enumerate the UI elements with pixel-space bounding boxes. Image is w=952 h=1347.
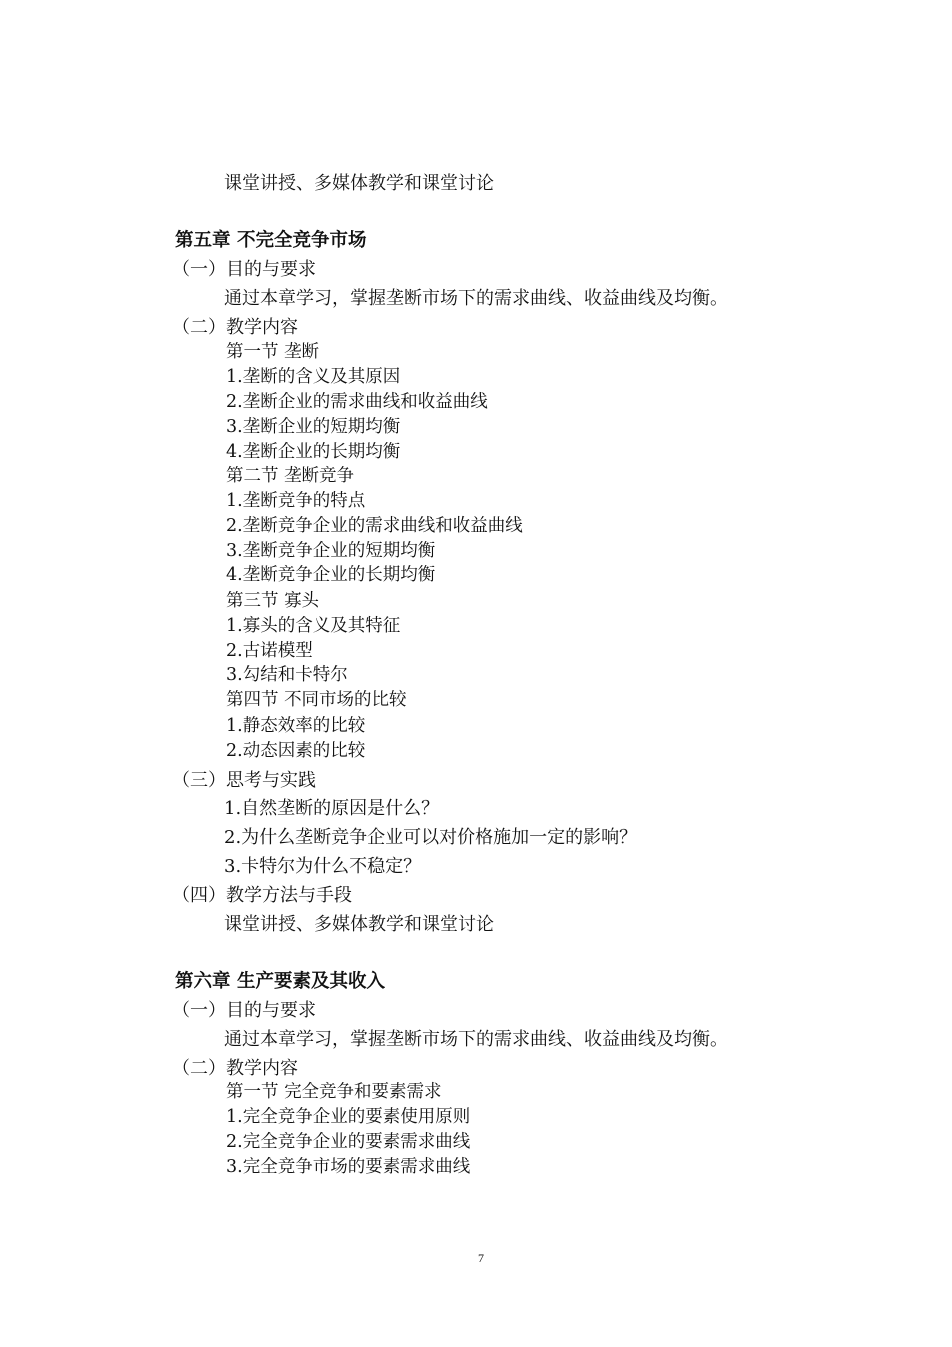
list-item: 3.完全竞争市场的要素需求曲线 (226, 1157, 471, 1177)
page-number: 7 (478, 1251, 484, 1265)
subsection-title: 第一节 完全竞争和要素需求 (226, 1082, 442, 1102)
list-item: 1.垄断竞争的特点 (226, 491, 366, 511)
chapter-title: 第五章 不完全竞争市场 (175, 230, 367, 251)
method-text: 课堂讲授、多媒体教学和课堂讨论 (224, 914, 494, 935)
list-item: 4.垄断竞争企业的长期均衡 (226, 565, 436, 585)
question-item: 3.卡特尔为什么不稳定？ (224, 856, 422, 877)
goal-text: 通过本章学习，掌握垄断市场下的需求曲线、收益曲线及均衡。 (224, 288, 728, 309)
section-heading: （二）教学内容 (172, 1058, 298, 1079)
list-item: 3.勾结和卡特尔 (226, 665, 348, 685)
section-heading: （一）目的与要求 (172, 259, 316, 280)
question-item: 1.自然垄断的原因是什么？ (224, 798, 440, 819)
subsection-title: 第四节 不同市场的比较 (226, 690, 407, 710)
subsection-title: 第三节 寡头 (226, 591, 320, 611)
list-item: 4.垄断企业的长期均衡 (226, 442, 401, 462)
method-text: 课堂讲授、多媒体教学和课堂讨论 (224, 173, 494, 194)
list-item: 2.动态因素的比较 (226, 741, 366, 761)
section-heading: （三）思考与实践 (172, 770, 316, 791)
list-item: 1.垄断的含义及其原因 (226, 367, 401, 387)
list-item: 1.寡头的含义及其特征 (226, 616, 401, 636)
list-item: 3.垄断企业的短期均衡 (226, 417, 401, 437)
list-item: 2.古诺模型 (226, 641, 313, 661)
list-item: 1.完全竞争企业的要素使用原则 (226, 1107, 471, 1127)
goal-text: 通过本章学习，掌握垄断市场下的需求曲线、收益曲线及均衡。 (224, 1029, 728, 1050)
list-item: 2.垄断企业的需求曲线和收益曲线 (226, 392, 488, 412)
subsection-title: 第一节 垄断 (226, 342, 320, 362)
question-item: 2.为什么垄断竞争企业可以对价格施加一定的影响？ (224, 827, 638, 848)
list-item: 3.垄断竞争企业的短期均衡 (226, 541, 436, 561)
subsection-title: 第二节 垄断竞争 (226, 466, 355, 486)
chapter-title: 第六章 生产要素及其收入 (175, 971, 385, 992)
section-heading: （四）教学方法与手段 (172, 885, 352, 906)
list-item: 2.垄断竞争企业的需求曲线和收益曲线 (226, 516, 523, 536)
list-item: 1.静态效率的比较 (226, 716, 366, 736)
section-heading: （二）教学内容 (172, 317, 298, 338)
section-heading: （一）目的与要求 (172, 1000, 316, 1021)
list-item: 2.完全竞争企业的要素需求曲线 (226, 1132, 471, 1152)
